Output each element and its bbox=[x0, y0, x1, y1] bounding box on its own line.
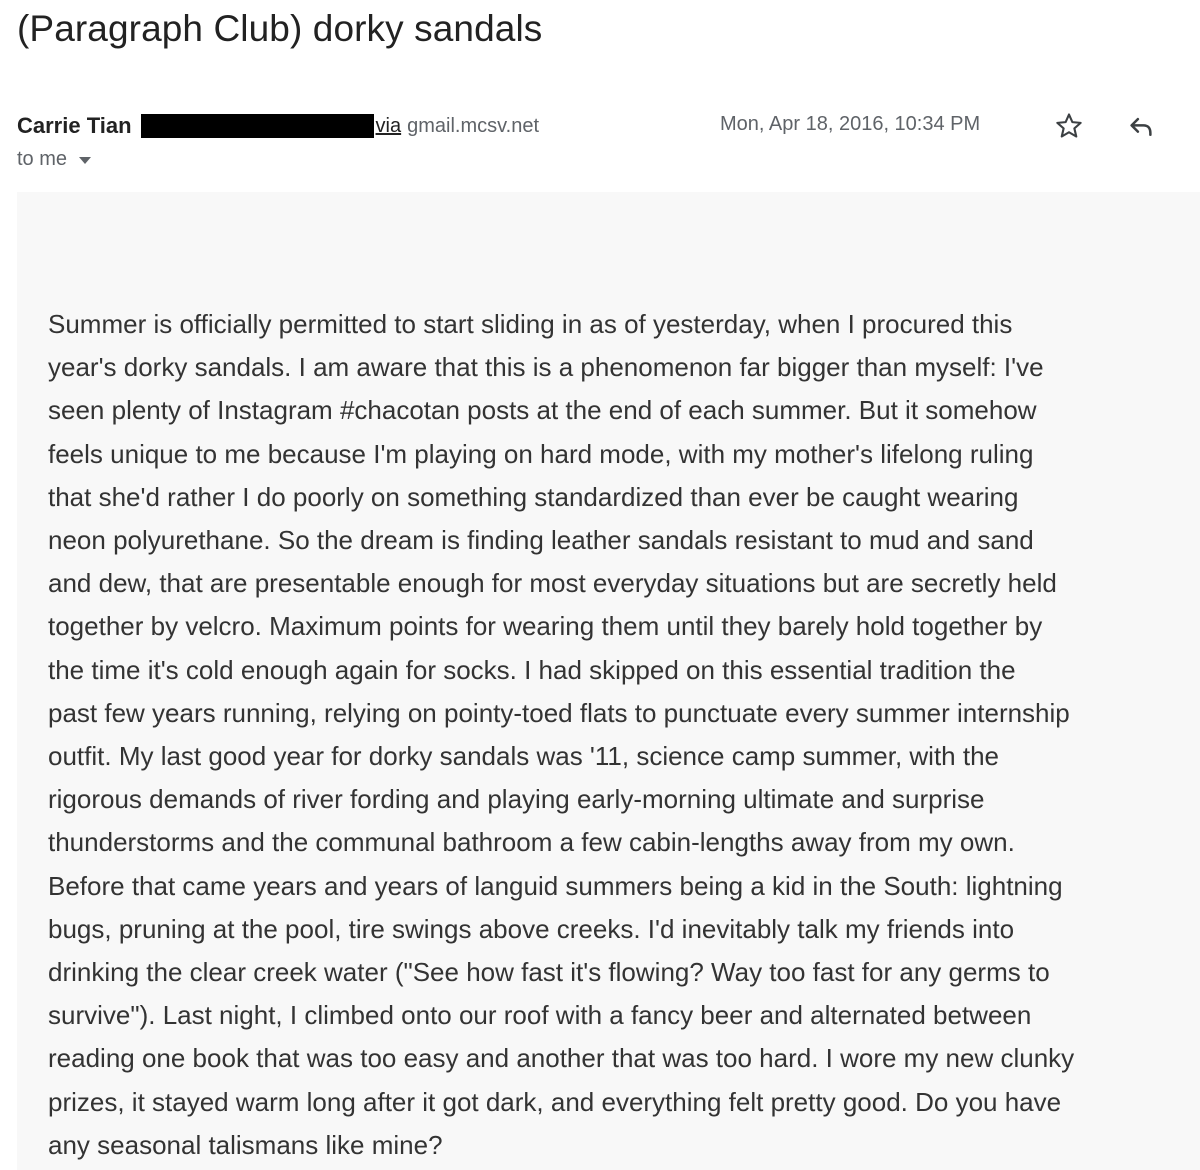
body-line: any seasonal talismans like mine? bbox=[48, 1129, 443, 1160]
email-body-text bbox=[48, 303, 1200, 1167]
via-domain: gmail.mcsv.net bbox=[407, 114, 540, 137]
email-body bbox=[17, 192, 1200, 1170]
email-date[interactable]: Mon, Apr 18, 2016, 10:34 PM bbox=[720, 113, 981, 135]
body-line: survive"). Last night, I climbed onto our roof with a fancy beer and alternated between bbox=[48, 1000, 1032, 1031]
recipient-label: to me bbox=[17, 148, 68, 170]
body-line: Summer is officially permitted to start sliding in as of yesterday, when I procured this bbox=[48, 309, 1013, 339]
body-line: drinking the clear creek water ("See how fast it's flowing? Way too fast for any germs to bbox=[48, 957, 1050, 988]
body-line: neon polyurethane. So the dream is finding leather sandals resistant to mud and sand bbox=[48, 525, 1034, 556]
body-line: seen plenty of Instagram #chacotan posts at the end of each summer. But it somehow bbox=[48, 395, 1037, 426]
body-line: and dew, that are presentable enough for most everyday situations but are secretly held bbox=[48, 568, 1057, 599]
reply-button[interactable] bbox=[1124, 109, 1158, 143]
sender-name[interactable]: Carrie Tian bbox=[17, 113, 132, 138]
star-button[interactable] bbox=[1052, 109, 1086, 143]
recipient-dropdown[interactable] bbox=[17, 148, 91, 171]
body-line: year's dorky sandals. I am aware that this is a phenomenon far bigger than myself: I've bbox=[48, 352, 1044, 383]
redacted-email-address bbox=[141, 114, 374, 138]
body-line: reading one book that was too easy and another that was too hard. I wore my new clunky bbox=[48, 1043, 1075, 1074]
caret-down-icon bbox=[79, 157, 91, 164]
body-line: that she'd rather I do poorly on something standardized than ever be caught wearing bbox=[48, 481, 1019, 512]
body-line: the time it's cold enough again for socks. I had skipped on this essential tradition the bbox=[48, 654, 1016, 685]
body-line: bugs, pruning at the pool, tire swings above creeks. I'd inevitably talk my friends into bbox=[48, 913, 1015, 944]
via-link[interactable]: via bbox=[375, 114, 402, 137]
body-line: prizes, it stayed warm long after it got dark, and everything felt pretty good. Do you have bbox=[48, 1086, 1062, 1117]
body-line: thunderstorms and the communal bathroom a few cabin-lengths away from my own. bbox=[48, 827, 1015, 858]
body-line: together by velcro. Maximum points for wearing them until they barely hold together by bbox=[48, 611, 1043, 642]
body-line: Before that came years and years of languid summers being a kid in the South: lightning bbox=[48, 870, 1063, 901]
email-subject: (Paragraph Club) dorky sandals bbox=[17, 8, 543, 49]
reply-icon bbox=[1126, 111, 1156, 141]
sender-row bbox=[17, 111, 539, 141]
body-line: feels unique to me because I'm playing on hard mode, with my mother's lifelong ruling bbox=[48, 438, 1034, 469]
star-icon bbox=[1054, 111, 1084, 141]
body-line: rigorous demands of river fording and playing early-morning ultimate and surprise bbox=[48, 784, 985, 815]
body-line: outfit. My last good year for dorky sandals was '11, science camp summer, with the bbox=[48, 741, 1000, 772]
body-line: past few years running, relying on pointy-toed flats to punctuate every summer internship bbox=[48, 697, 1070, 728]
